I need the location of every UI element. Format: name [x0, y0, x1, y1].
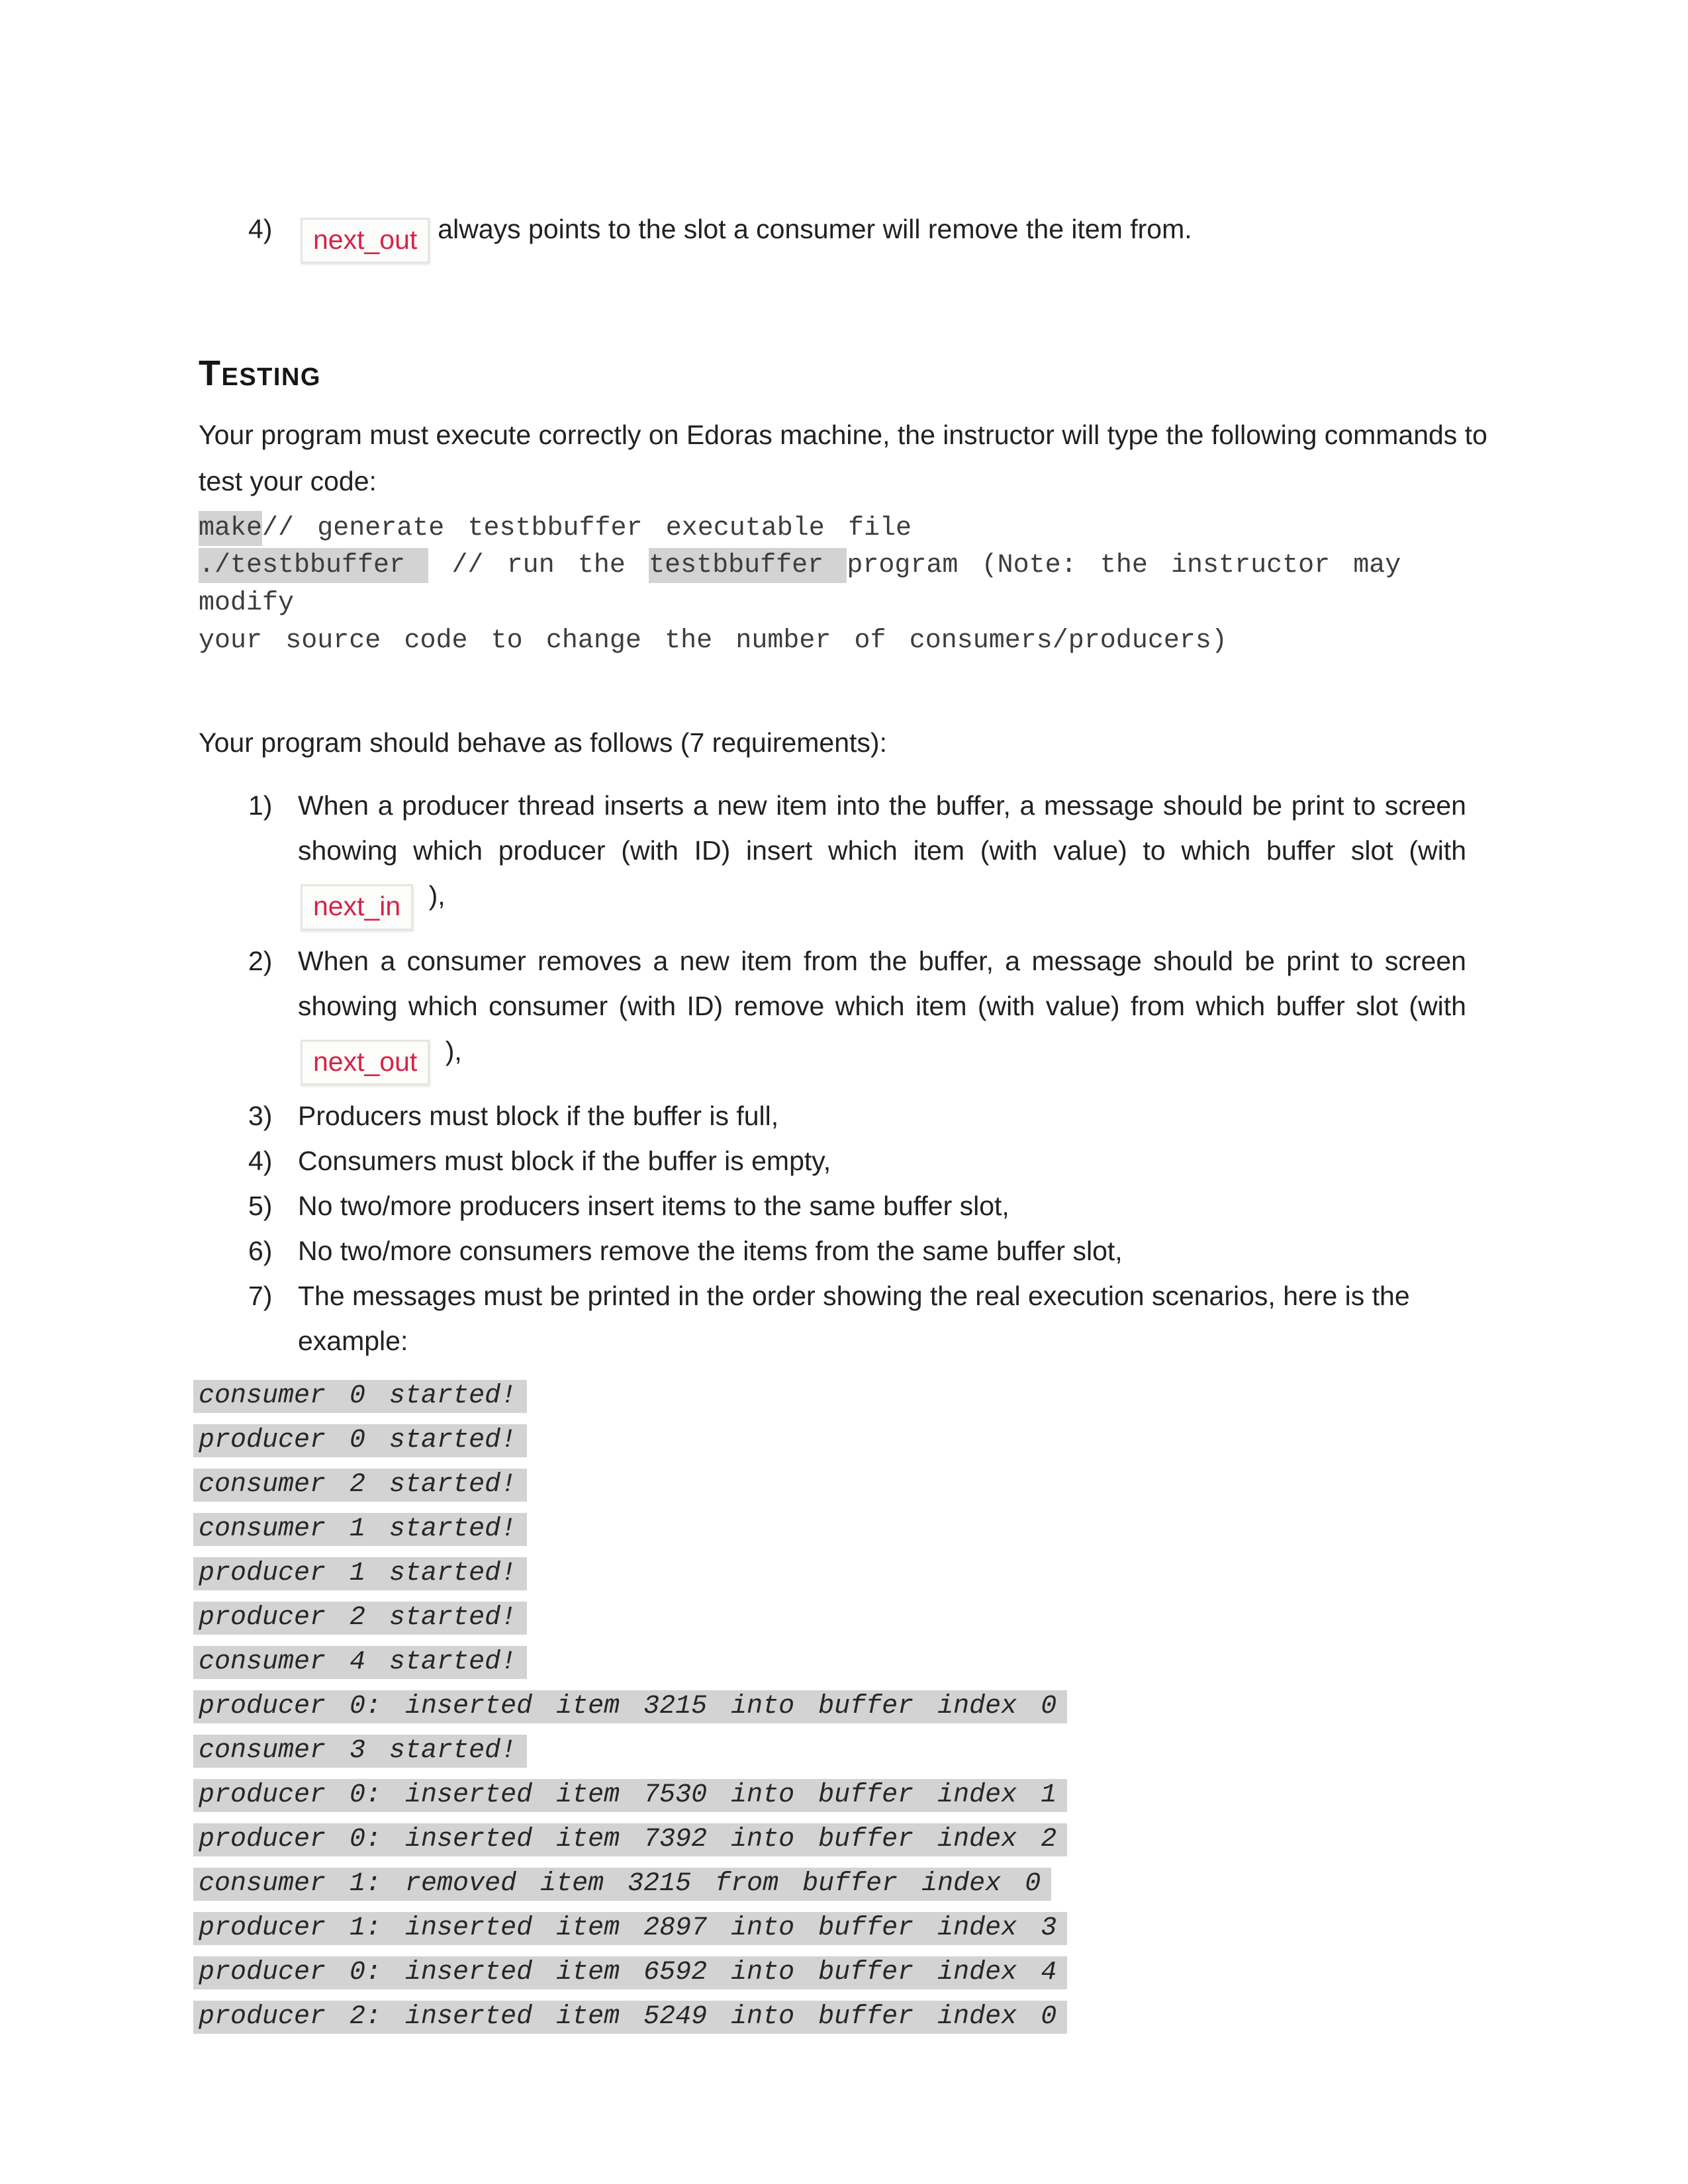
- requirement-text-segment: The messages must be printed in the order showing the real execution scenarios, here is the example:: [298, 1280, 1410, 1356]
- console-line: [199, 1735, 1503, 1768]
- list-number: 4): [248, 214, 273, 244]
- console-line-text: producer 0: inserted item 7530 into buffer index 1: [193, 1779, 1067, 1812]
- console-line: [199, 1823, 1503, 1856]
- console-line-text: producer 0: inserted item 6592 into buffer index 4: [193, 1956, 1067, 1989]
- code-line: [199, 510, 1503, 548]
- requirement-text: [298, 783, 1466, 930]
- requirement-item: [199, 1183, 1466, 1228]
- list-number: 5): [248, 1190, 273, 1221]
- console-line-text: consumer 0 started!: [193, 1380, 527, 1413]
- code-block-commands: [199, 510, 1503, 660]
- console-line-text: consumer 4 started!: [193, 1646, 527, 1679]
- requirement-text-segment: No two/more producers insert items to the same buffer slot,: [298, 1190, 1009, 1221]
- code-segment: program (Note: the instructor may modify: [199, 551, 1425, 619]
- console-line-text: consumer 2 started!: [193, 1469, 527, 1502]
- code-segment-highlighted: ./testbbuffer: [199, 548, 428, 583]
- requirement-text: [298, 938, 1466, 1085]
- console-line: [199, 1424, 1503, 1457]
- console-line: [199, 1912, 1503, 1945]
- console-line: [199, 1469, 1503, 1502]
- list-item-4-intro: [199, 206, 1503, 263]
- paragraph-requirements-intro: Your program should behave as follows (7 requirements):: [199, 727, 887, 758]
- console-line: [199, 1690, 1503, 1723]
- requirement-item: [199, 783, 1466, 930]
- console-line: [199, 2001, 1503, 2034]
- console-line: [199, 1868, 1503, 1901]
- requirement-item: [199, 1093, 1466, 1138]
- requirement-text-segment: ),: [438, 1035, 462, 1066]
- requirement-text-segment: When a producer thread inserts a new item into the buffer, a message should be print to screen showing which producer (with ID) insert which item (with value) to which buffer slot (with: [298, 790, 1466, 866]
- console-line-text: producer 0 started!: [193, 1424, 527, 1457]
- requirement-item: [199, 1273, 1466, 1363]
- code-segment: // run the: [428, 551, 649, 581]
- console-line-text: producer 2: inserted item 5249 into buffer index 0: [193, 2001, 1067, 2034]
- list-number: 6): [248, 1235, 273, 1266]
- console-line-text: consumer 1: removed item 3215 from buffer index 0: [193, 1868, 1051, 1901]
- requirement-text-segment: Producers must block if the buffer is full,: [298, 1100, 779, 1131]
- console-line: [199, 1513, 1503, 1546]
- console-line-text: consumer 1 started!: [193, 1513, 527, 1546]
- requirements-list: [199, 783, 1503, 1363]
- console-line: [199, 1602, 1503, 1635]
- code-segment-highlighted: make: [199, 511, 262, 546]
- console-line: [199, 1380, 1503, 1413]
- console-line: [199, 1779, 1503, 1812]
- requirement-text: [298, 1138, 1466, 1183]
- requirement-text: [298, 1183, 1466, 1228]
- console-line-text: producer 1: inserted item 2897 into buffer index 3: [193, 1912, 1067, 1945]
- requirement-item: [199, 938, 1466, 1085]
- list-number: 1): [248, 790, 273, 821]
- requirement-text-segment: No two/more consumers remove the items from the same buffer slot,: [298, 1235, 1123, 1266]
- code-line: [199, 623, 1503, 660]
- requirement-item: [199, 1138, 1466, 1183]
- console-output-example: [199, 1380, 1503, 2034]
- requirement-text-segment: When a consumer removes a new item from the buffer, a message should be print to screen showing which consumer (with ID) remove which item (with value) from which buffer slot (with: [298, 945, 1466, 1021]
- code-segment: // generate testbbuffer executable file: [262, 513, 912, 543]
- requirement-text-segment: ),: [421, 880, 445, 911]
- requirement-item: [199, 1228, 1466, 1273]
- list-item-text: always points to the slot a consumer will remove the item from.: [438, 214, 1192, 244]
- console-line-text: producer 0: inserted item 3215 into buffer index 0: [193, 1690, 1067, 1723]
- code-segment: your source code to change the number of consumers/producers): [199, 625, 1227, 656]
- section-heading-testing: Testing: [199, 353, 321, 394]
- console-line: [199, 1557, 1503, 1590]
- console-line: [199, 1956, 1503, 1989]
- console-line-text: producer 2 started!: [193, 1602, 527, 1635]
- code-line: [199, 547, 1503, 623]
- list-number: 7): [248, 1280, 273, 1311]
- list-item-text-wrap: [298, 214, 1192, 255]
- requirement-text: [298, 1228, 1466, 1273]
- console-line-text: producer 1 started!: [193, 1557, 527, 1590]
- console-line-text: consumer 3 started!: [193, 1735, 527, 1768]
- requirement-text: [298, 1093, 1466, 1138]
- list-number: 4): [248, 1145, 273, 1176]
- console-line-text: producer 0: inserted item 7392 into buffer index 2: [193, 1823, 1067, 1856]
- inline-code-next-out: next_out: [301, 218, 430, 263]
- list-number: 2): [248, 945, 273, 976]
- list-number: 3): [248, 1100, 273, 1131]
- inline-code-chip: next_in: [301, 884, 413, 930]
- inline-code-chip: next_out: [301, 1040, 430, 1085]
- requirement-text-segment: Consumers must block if the buffer is empty,: [298, 1145, 831, 1176]
- console-line: [199, 1646, 1503, 1679]
- requirement-text: [298, 1273, 1466, 1363]
- code-segment-highlighted: testbbuffer: [649, 548, 847, 583]
- paragraph-testing-intro: Your program must execute correctly on Edoras machine, the instructor will type the following commands to test your code:: [199, 420, 1487, 496]
